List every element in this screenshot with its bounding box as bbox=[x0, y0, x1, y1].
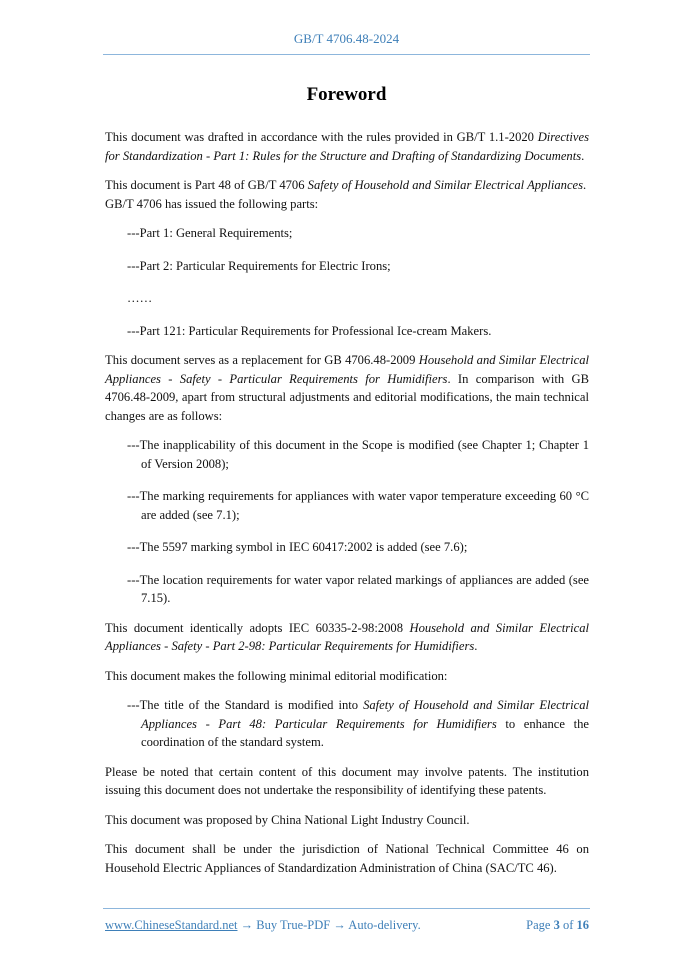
list-item-part: ---Part 1: General Requirements; bbox=[127, 226, 293, 240]
list-item-modification: ---The title of the Standard is modified into Safety of Household and Similar Electrical Appliances - Part 48: Particular Requirements for Humidifiers to enhance the coordination of the standard system. bbox=[127, 698, 589, 749]
footer-promo bbox=[105, 918, 421, 933]
current-page: 3 bbox=[553, 918, 560, 932]
list-item-change: ---The 5597 marking symbol in IEC 60417:2002 is added (see 7.6); bbox=[127, 540, 468, 554]
list-item-part: ---Part 2: Particular Requirements for Electric Irons; bbox=[127, 258, 391, 273]
page-title: Foreword bbox=[306, 84, 387, 105]
list-item-part: ---Part 121: Particular Requirements for Professional Ice-cream Makers. bbox=[127, 323, 492, 338]
paragraph-drafting-rules: This document was drafted in accordance with the rules provided in GB/T 1.1-2020 Directives for Standardization - Part 1: Rules for the Structure and Drafting of Standardizing Documents. bbox=[105, 130, 589, 163]
paragraph-editorial-modification: This document makes the following minimal editorial modification: bbox=[105, 668, 448, 683]
document-body bbox=[105, 128, 589, 888]
paragraph-patents: Please be noted that certain content of this document may involve patents. The institution issuing this document does not undertake the responsibility of identifying these patents. bbox=[105, 764, 589, 797]
total-pages: 16 bbox=[576, 918, 589, 932]
list-item-ellipsis: …… bbox=[127, 291, 153, 305]
page-footer bbox=[105, 918, 589, 933]
paragraph-jurisdiction: This document shall be under the jurisdiction of National Technical Committee 46 on Household Electric Appliances of Standardization Administration of China (SAC/TC 46). bbox=[105, 842, 589, 875]
running-header: GB/T 4706.48-2024 bbox=[293, 31, 400, 46]
paragraph-iec-adoption: This document identically adopts IEC 60335-2-98:2008 Household and Similar Electrical Appliances - Safety - Part 2-98: Particular Requirements for Humidifiers. bbox=[105, 620, 589, 653]
paragraph-replacement: This document serves as a replacement for GB 4706.48-2009 Household and Similar Electrical Appliances - Safety - Particular Requirements for Humidifiers. In comparison with GB 4706.48-2009, apart from structural adjustments and editorial modifications, the main technical changes are as follows: bbox=[105, 353, 589, 423]
paragraph-proposed-by: This document was proposed by China National Light Industry Council. bbox=[105, 812, 470, 827]
footer-divider bbox=[103, 908, 590, 909]
website-link[interactable]: www.ChineseStandard.net bbox=[105, 918, 238, 932]
promo-text: → Buy True-PDF → Auto-delivery. bbox=[237, 918, 421, 932]
paragraph-part-48: This document is Part 48 of GB/T 4706 Safety of Household and Similar Electrical Appliances. GB/T 4706 has issued the following parts: bbox=[105, 178, 587, 211]
page-number: Page 3 of 16 bbox=[526, 918, 589, 932]
list-item-change: ---The inapplicability of this document in the Scope is modified (see Chapter 1; Chapter 1 of Version 2008); bbox=[127, 438, 589, 471]
list-item-change: ---The marking requirements for appliances with water vapor temperature exceeding 60 °C are added (see 7.1); bbox=[127, 489, 589, 522]
list-item-change: ---The location requirements for water vapor related markings of appliances are added (see 7.15). bbox=[127, 572, 589, 605]
header-divider bbox=[103, 54, 590, 55]
